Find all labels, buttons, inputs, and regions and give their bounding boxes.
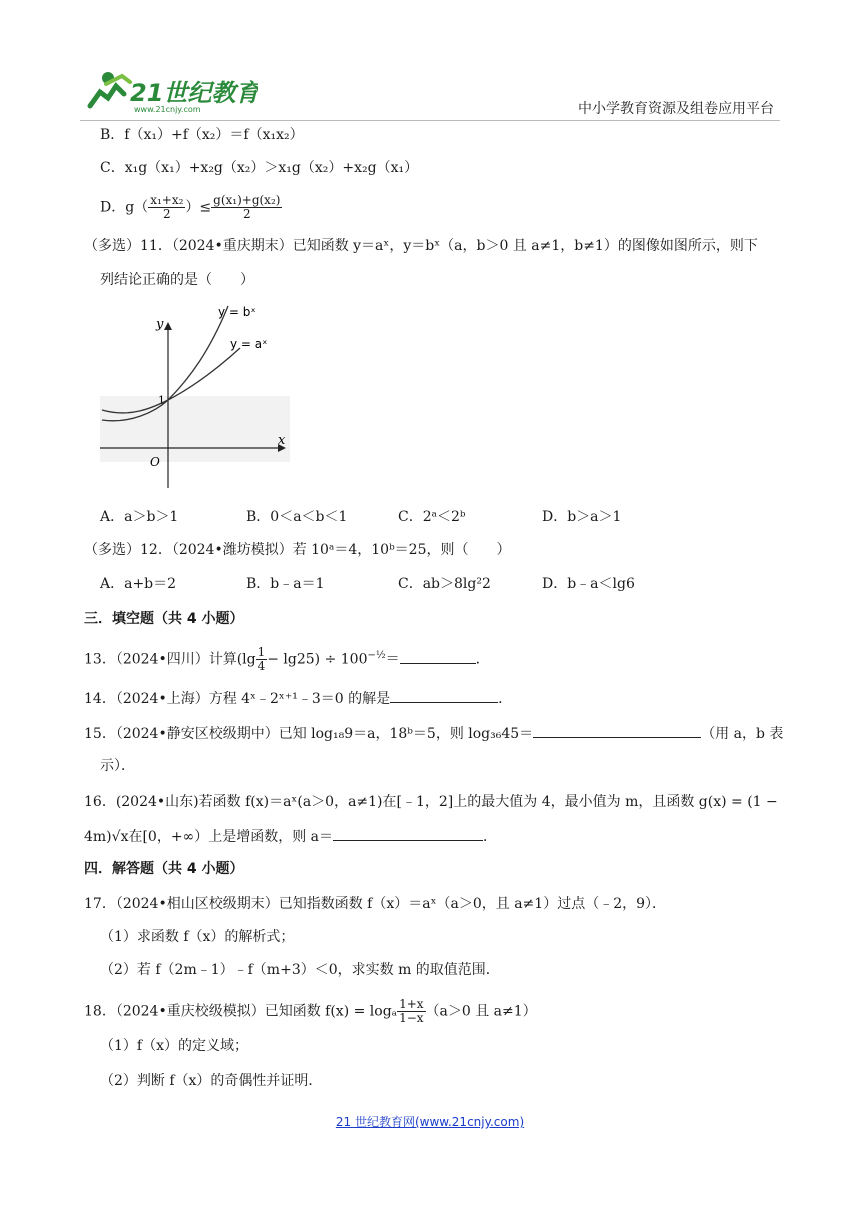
- label-a-x: y = aˣ: [230, 337, 268, 351]
- q11-option-d: D．b＞a＞1: [542, 509, 622, 525]
- q11-graph: [100, 300, 290, 492]
- q17-part1: （1）求函数 f（x）的解析式；: [100, 929, 295, 945]
- site-name: 中小学教育资源及组卷应用平台: [578, 101, 774, 117]
- svg-text:21世纪教育: 21世纪教育: [130, 79, 258, 107]
- q12-option-b: B．b﹣a＝1: [246, 576, 325, 592]
- section-fill-in: 三．填空题（共 4 小题）: [84, 611, 244, 627]
- q11-option-c: C．2ᵃ＜2ᵇ: [398, 509, 466, 525]
- x-axis-label: x: [278, 433, 286, 448]
- q16-line2: 4m)√x在[0，+∞）上是增函数，则 a＝ ．: [84, 826, 497, 847]
- footer-link[interactable]: 21 世纪教育网(www.21cnjy.com): [335, 1115, 525, 1129]
- q17-part2: （2）若 f（2m﹣1）﹣f（m+3）＜0，求实数 m 的取值范围．: [100, 962, 500, 978]
- header-divider: [80, 120, 780, 121]
- label-b-x: y = bˣ: [218, 305, 256, 319]
- runner-logo-icon: [78, 68, 258, 114]
- one-label: 1: [158, 394, 165, 407]
- q12-option-d: D．b﹣a＜lg6: [542, 576, 635, 592]
- q14: 14．（2024•上海）方程 4ˣ﹣2ˣ⁺¹﹣3＝0 的解是 ．: [84, 688, 512, 709]
- q12-option-a: A．a+b＝2: [100, 576, 177, 592]
- q12-stem: （多选）12．（2024•潍坊模拟）若 10ᵃ＝4，10ᵇ＝25，则（ ）: [84, 542, 511, 558]
- q15-answer-blank: [533, 723, 701, 738]
- q11-option-a: A．a＞b＞1: [100, 509, 179, 525]
- q10-option-b: B．f（x₁）+f（x₂）＝f（x₁x₂）: [100, 127, 304, 143]
- section-solve: 四．解答题（共 4 小题）: [84, 861, 244, 877]
- q18-stem: 18．（2024•重庆校级模拟）已知函数 f(x) = logₐ $\frac{1+x}{1-x}$ （a＞0 且 a≠1）: [84, 997, 537, 1025]
- q11-stem-line2: 列结论正确的是（ ）: [100, 272, 254, 288]
- origin-label: O: [150, 455, 160, 469]
- q14-answer-blank: [390, 688, 498, 703]
- q15-line1: 15．（2024•静安区校级期中）已知 log₁₈9＝a，18ᵇ＝5，则 log₃₆45＝ （用 a，b 表: [84, 723, 783, 744]
- site-logo: [78, 68, 258, 114]
- q15-line2: 示）．: [100, 758, 135, 774]
- q17-stem: 17．（2024•相山区校级期末）已知指数函数 f（x）＝aˣ（a＞0，且 a≠1）过点（﹣2，9）．: [84, 896, 667, 912]
- q13: 13．（2024•四川）计算(lg $\frac{1}{4}$ − $\lg 25) \div 100^{-\frac{1}{2}}=$ ．: [84, 645, 490, 673]
- y-axis-label: y: [156, 317, 164, 332]
- q12-option-c: C．ab＞8lg²2: [398, 576, 491, 592]
- svg-text:www.21cnjy.com: www.21cnjy.com: [134, 105, 201, 114]
- q18-part2: （2）判断 f（x）的奇偶性并证明．: [100, 1073, 323, 1089]
- q11-option-b: B．0＜a＜b＜1: [246, 509, 348, 525]
- q11-stem-line1: （多选）11．（2024•重庆期末）已知函数 y＝aˣ，y＝bˣ（a，b＞0 且 a≠1，b≠1）的图像如图所示，则下: [84, 238, 758, 254]
- q16-answer-blank: [333, 826, 483, 841]
- q10-option-c: C．x₁g（x₁）+x₂g（x₂）＞x₁g（x₂）+x₂g（x₁）: [100, 160, 419, 176]
- q10-option-d: D．g（ $\frac{\text{x₁+x₂}}{2}$ ）≤ $\frac{\text{g(x₁)+g(x₂)}}{2}$: [100, 193, 281, 221]
- q16-line1: 16．(2024•山东)若函数 f(x)＝aˣ(a＞0，a≠1)在[﹣1，2]上的最大值为 4，最小值为 m，且函数 g(x) = (1 −: [84, 794, 778, 810]
- q13-answer-blank: [400, 649, 476, 664]
- q18-part1: （1）f（x）的定义域；: [100, 1038, 248, 1054]
